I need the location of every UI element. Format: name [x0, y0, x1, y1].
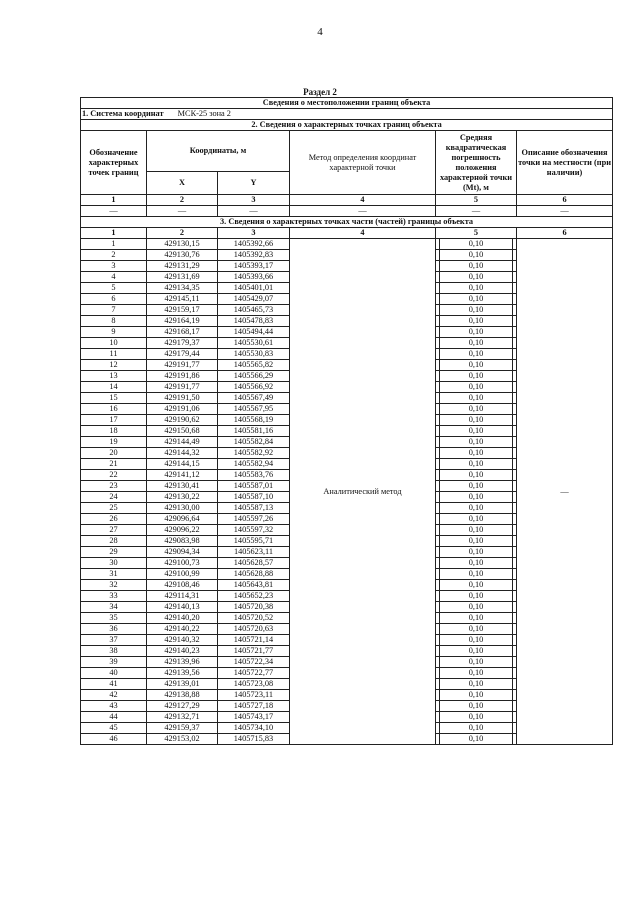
point-number: 46	[81, 734, 147, 745]
point-error: 0,10	[439, 382, 513, 392]
point-number: 16	[81, 404, 147, 415]
point-error-cell	[436, 470, 517, 481]
point-error: 0,10	[439, 668, 513, 678]
point-x: 429139,56	[147, 668, 218, 679]
header-error: Средняя квадратическая погрешность положения характерной точки (Mt), м	[436, 131, 517, 195]
point-y: 1405715,83	[218, 734, 290, 745]
point-error-cell	[436, 668, 517, 679]
point-y: 1405720,38	[218, 602, 290, 613]
point-error: 0,10	[439, 558, 513, 568]
point-error-cell	[436, 679, 517, 690]
point-number: 10	[81, 338, 147, 349]
section-title: Раздел 2	[303, 87, 337, 97]
point-y: 1405595,71	[218, 536, 290, 547]
col-number: 2	[147, 195, 218, 206]
point-y: 1405568,19	[218, 415, 290, 426]
point-x: 429132,71	[147, 712, 218, 723]
point-x: 429191,77	[147, 360, 218, 371]
point-x: 429140,22	[147, 624, 218, 635]
empty-cell: —	[147, 206, 218, 217]
point-x: 429144,49	[147, 437, 218, 448]
point-error-cell	[436, 371, 517, 382]
point-number: 18	[81, 426, 147, 437]
point-x: 429130,22	[147, 492, 218, 503]
point-x: 429131,69	[147, 272, 218, 283]
point-y: 1405652,23	[218, 591, 290, 602]
point-y: 1405587,01	[218, 481, 290, 492]
point-y: 1405720,63	[218, 624, 290, 635]
point-error: 0,10	[439, 591, 513, 601]
point-x: 429139,01	[147, 679, 218, 690]
point-y: 1405566,92	[218, 382, 290, 393]
point-x: 429100,73	[147, 558, 218, 569]
point-error: 0,10	[439, 525, 513, 535]
point-x: 429168,17	[147, 327, 218, 338]
point-error-cell	[436, 690, 517, 701]
point-error-cell	[436, 613, 517, 624]
col-number: 6	[517, 195, 613, 206]
point-error-cell	[436, 492, 517, 503]
col-number: 1	[81, 228, 147, 239]
point-error-cell	[436, 712, 517, 723]
point-number: 14	[81, 382, 147, 393]
point-error: 0,10	[439, 734, 513, 744]
point-number: 23	[81, 481, 147, 492]
point-error: 0,10	[439, 316, 513, 326]
point-number: 28	[81, 536, 147, 547]
point-error-cell	[436, 723, 517, 734]
point-number: 30	[81, 558, 147, 569]
point-y: 1405530,83	[218, 349, 290, 360]
section3-title: 3. Сведения о характерных точках части (частей) границы объекта	[81, 217, 613, 228]
point-error-cell	[436, 701, 517, 712]
point-number: 44	[81, 712, 147, 723]
point-y: 1405734,10	[218, 723, 290, 734]
point-y: 1405582,84	[218, 437, 290, 448]
description-cell: —	[517, 239, 613, 745]
point-error-cell	[436, 360, 517, 371]
point-error: 0,10	[439, 360, 513, 370]
point-error-cell	[436, 272, 517, 283]
point-x: 429114,31	[147, 591, 218, 602]
point-error: 0,10	[439, 261, 513, 271]
header-description: Описание обозначения точки на местности (при наличии)	[517, 131, 613, 195]
point-x: 429134,35	[147, 283, 218, 294]
point-y: 1405721,77	[218, 646, 290, 657]
col-number: 3	[218, 195, 290, 206]
point-x: 429140,32	[147, 635, 218, 646]
point-number: 5	[81, 283, 147, 294]
point-error: 0,10	[439, 514, 513, 524]
point-error: 0,10	[439, 723, 513, 733]
point-error: 0,10	[439, 679, 513, 689]
point-x: 429164,19	[147, 316, 218, 327]
point-error: 0,10	[439, 426, 513, 436]
col-number: 4	[290, 228, 436, 239]
point-number: 40	[81, 668, 147, 679]
point-error-cell	[436, 635, 517, 646]
point-x: 429140,20	[147, 613, 218, 624]
point-error-cell	[436, 514, 517, 525]
point-error: 0,10	[439, 657, 513, 667]
point-number: 38	[81, 646, 147, 657]
point-y: 1405392,83	[218, 250, 290, 261]
point-x: 429140,13	[147, 602, 218, 613]
point-x: 429190,62	[147, 415, 218, 426]
point-error-cell	[436, 261, 517, 272]
point-number: 19	[81, 437, 147, 448]
point-x: 429127,29	[147, 701, 218, 712]
point-x: 429130,41	[147, 481, 218, 492]
boundary-table	[80, 97, 613, 745]
point-y: 1405429,07	[218, 294, 290, 305]
point-error-cell	[436, 415, 517, 426]
point-number: 27	[81, 525, 147, 536]
point-error: 0,10	[439, 481, 513, 491]
point-x: 429159,37	[147, 723, 218, 734]
point-error: 0,10	[439, 294, 513, 304]
point-error-cell	[436, 437, 517, 448]
point-y: 1405567,95	[218, 404, 290, 415]
point-number: 45	[81, 723, 147, 734]
point-error-cell	[436, 591, 517, 602]
point-x: 429138,88	[147, 690, 218, 701]
point-error: 0,10	[439, 646, 513, 656]
point-y: 1405720,52	[218, 613, 290, 624]
point-y: 1405723,08	[218, 679, 290, 690]
point-error: 0,10	[439, 492, 513, 502]
point-error: 0,10	[439, 624, 513, 634]
empty-cell: —	[218, 206, 290, 217]
point-error-cell	[436, 426, 517, 437]
point-error: 0,10	[439, 613, 513, 623]
col-number: 1	[81, 195, 147, 206]
point-number: 2	[81, 250, 147, 261]
point-number: 41	[81, 679, 147, 690]
point-error-cell	[436, 349, 517, 360]
point-x: 429096,22	[147, 525, 218, 536]
point-error-cell	[436, 294, 517, 305]
point-y: 1405623,11	[218, 547, 290, 558]
point-error: 0,10	[439, 536, 513, 546]
header-y: Y	[218, 172, 290, 195]
point-number: 25	[81, 503, 147, 514]
col-number: 6	[517, 228, 613, 239]
point-number: 29	[81, 547, 147, 558]
point-error-cell	[436, 250, 517, 261]
point-x: 429130,76	[147, 250, 218, 261]
method-cell: Аналитический метод	[290, 239, 436, 745]
col-number: 4	[290, 195, 436, 206]
point-error-cell	[436, 536, 517, 547]
point-number: 35	[81, 613, 147, 624]
point-error-cell	[436, 393, 517, 404]
point-number: 9	[81, 327, 147, 338]
point-x: 429153,02	[147, 734, 218, 745]
point-error: 0,10	[439, 580, 513, 590]
point-y: 1405628,88	[218, 569, 290, 580]
point-error-cell	[436, 525, 517, 536]
point-number: 33	[81, 591, 147, 602]
point-number: 39	[81, 657, 147, 668]
point-x: 429130,00	[147, 503, 218, 514]
point-error-cell	[436, 404, 517, 415]
section2-title: 2. Сведения о характерных точках границ объекта	[81, 120, 613, 131]
point-x: 429191,86	[147, 371, 218, 382]
point-error: 0,10	[439, 305, 513, 315]
point-error-cell	[436, 316, 517, 327]
point-x: 429179,44	[147, 349, 218, 360]
point-error-cell	[436, 382, 517, 393]
point-y: 1405597,32	[218, 525, 290, 536]
coord-system-label: 1. Система координат	[82, 109, 164, 118]
point-error: 0,10	[439, 327, 513, 337]
point-number: 24	[81, 492, 147, 503]
point-number: 26	[81, 514, 147, 525]
point-error: 0,10	[439, 415, 513, 425]
header-coordinates: Координаты, м	[147, 131, 290, 172]
point-error-cell	[436, 580, 517, 591]
table-row	[81, 239, 613, 250]
coord-system-row	[81, 109, 613, 120]
point-error: 0,10	[439, 602, 513, 612]
point-x: 429191,06	[147, 404, 218, 415]
point-y: 1405566,29	[218, 371, 290, 382]
point-x: 429150,68	[147, 426, 218, 437]
point-error-cell	[436, 569, 517, 580]
page-number: 4	[317, 26, 323, 38]
point-x: 429144,32	[147, 448, 218, 459]
point-x: 429096,64	[147, 514, 218, 525]
point-number: 3	[81, 261, 147, 272]
point-error: 0,10	[439, 404, 513, 414]
point-error-cell	[436, 459, 517, 470]
point-error-cell	[436, 283, 517, 294]
point-number: 20	[81, 448, 147, 459]
point-y: 1405727,18	[218, 701, 290, 712]
point-error-cell	[436, 338, 517, 349]
point-error: 0,10	[439, 349, 513, 359]
col-number: 2	[147, 228, 218, 239]
point-x: 429130,15	[147, 239, 218, 250]
point-x: 429191,50	[147, 393, 218, 404]
point-error-cell	[436, 602, 517, 613]
point-error: 0,10	[439, 371, 513, 381]
point-error: 0,10	[439, 283, 513, 293]
point-y: 1405465,73	[218, 305, 290, 316]
empty-cell: —	[436, 206, 517, 217]
point-number: 4	[81, 272, 147, 283]
point-error-cell	[436, 657, 517, 668]
point-number: 36	[81, 624, 147, 635]
point-error: 0,10	[439, 459, 513, 469]
point-y: 1405478,83	[218, 316, 290, 327]
point-number: 21	[81, 459, 147, 470]
point-y: 1405567,49	[218, 393, 290, 404]
point-y: 1405721,14	[218, 635, 290, 646]
point-y: 1405392,66	[218, 239, 290, 250]
point-x: 429100,99	[147, 569, 218, 580]
point-x: 429145,11	[147, 294, 218, 305]
header-method: Метод определения координат характерной точки	[290, 131, 436, 195]
point-x: 429140,23	[147, 646, 218, 657]
point-y: 1405393,66	[218, 272, 290, 283]
point-y: 1405582,94	[218, 459, 290, 470]
point-number: 42	[81, 690, 147, 701]
point-error: 0,10	[439, 393, 513, 403]
point-error-cell	[436, 558, 517, 569]
point-number: 12	[81, 360, 147, 371]
empty-cell: —	[517, 206, 613, 217]
point-y: 1405530,61	[218, 338, 290, 349]
point-x: 429144,15	[147, 459, 218, 470]
table-title: Сведения о местоположении границ объекта	[81, 98, 613, 109]
point-error: 0,10	[439, 437, 513, 447]
col-number: 3	[218, 228, 290, 239]
point-error: 0,10	[439, 338, 513, 348]
point-number: 15	[81, 393, 147, 404]
point-number: 37	[81, 635, 147, 646]
point-x: 429159,17	[147, 305, 218, 316]
header-x: X	[147, 172, 218, 195]
point-error: 0,10	[439, 470, 513, 480]
point-y: 1405583,76	[218, 470, 290, 481]
point-error-cell	[436, 624, 517, 635]
point-y: 1405581,16	[218, 426, 290, 437]
point-number: 43	[81, 701, 147, 712]
point-error: 0,10	[439, 712, 513, 722]
point-error: 0,10	[439, 701, 513, 711]
point-y: 1405587,10	[218, 492, 290, 503]
point-x: 429179,37	[147, 338, 218, 349]
point-number: 31	[81, 569, 147, 580]
point-error-cell	[436, 547, 517, 558]
col-number: 5	[436, 228, 517, 239]
point-number: 34	[81, 602, 147, 613]
point-number: 1	[81, 239, 147, 250]
point-error: 0,10	[439, 239, 513, 249]
point-number: 8	[81, 316, 147, 327]
point-y: 1405743,17	[218, 712, 290, 723]
point-x: 429139,96	[147, 657, 218, 668]
point-error: 0,10	[439, 635, 513, 645]
point-error-cell	[436, 734, 517, 745]
point-y: 1405393,17	[218, 261, 290, 272]
point-error-cell	[436, 503, 517, 514]
point-x: 429131,29	[147, 261, 218, 272]
point-y: 1405643,81	[218, 580, 290, 591]
point-y: 1405723,11	[218, 690, 290, 701]
header-point-designation: Обозначение характерных точек границ	[81, 131, 147, 195]
coord-system-value: МСК-25 зона 2	[177, 109, 231, 118]
point-x: 429094,34	[147, 547, 218, 558]
point-x: 429191,77	[147, 382, 218, 393]
point-error: 0,10	[439, 272, 513, 282]
point-number: 17	[81, 415, 147, 426]
point-y: 1405722,34	[218, 657, 290, 668]
point-y: 1405565,82	[218, 360, 290, 371]
point-x: 429108,46	[147, 580, 218, 591]
point-y: 1405401,01	[218, 283, 290, 294]
point-x: 429141,12	[147, 470, 218, 481]
point-number: 22	[81, 470, 147, 481]
point-number: 7	[81, 305, 147, 316]
point-number: 6	[81, 294, 147, 305]
point-error: 0,10	[439, 250, 513, 260]
point-error-cell	[436, 448, 517, 459]
point-y: 1405582,92	[218, 448, 290, 459]
point-y: 1405722,77	[218, 668, 290, 679]
point-error: 0,10	[439, 690, 513, 700]
point-error: 0,10	[439, 448, 513, 458]
point-error-cell	[436, 646, 517, 657]
empty-cell: —	[81, 206, 147, 217]
point-y: 1405628,57	[218, 558, 290, 569]
point-number: 13	[81, 371, 147, 382]
col-number: 5	[436, 195, 517, 206]
point-y: 1405494,44	[218, 327, 290, 338]
empty-cell: —	[290, 206, 436, 217]
point-x: 429083,98	[147, 536, 218, 547]
point-y: 1405597,26	[218, 514, 290, 525]
point-error: 0,10	[439, 547, 513, 557]
point-error-cell	[436, 481, 517, 492]
point-error: 0,10	[439, 503, 513, 513]
point-number: 11	[81, 349, 147, 360]
point-error: 0,10	[439, 569, 513, 579]
point-y: 1405587,13	[218, 503, 290, 514]
point-error-cell	[436, 305, 517, 316]
point-error-cell	[436, 239, 517, 250]
point-error-cell	[436, 327, 517, 338]
point-number: 32	[81, 580, 147, 591]
